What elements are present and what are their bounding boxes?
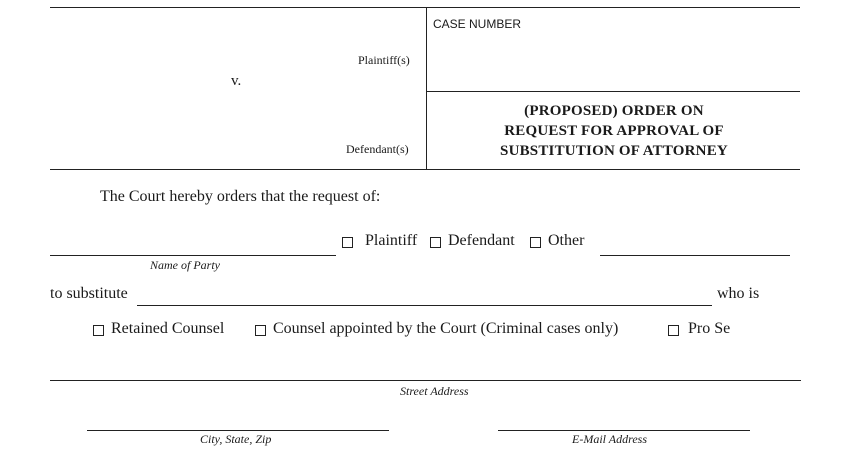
to-substitute-label: to substitute bbox=[50, 285, 128, 302]
retained-counsel-checkbox[interactable] bbox=[93, 325, 104, 336]
pro-se-label: Pro Se bbox=[688, 320, 731, 337]
case-number-label: CASE NUMBER bbox=[433, 17, 522, 31]
caption-top-rule bbox=[50, 7, 800, 8]
other-option-label: Other bbox=[548, 232, 585, 249]
court-appointed-label: Counsel appointed by the Court (Criminal cases only) bbox=[273, 320, 619, 337]
other-specify-field[interactable] bbox=[600, 255, 790, 256]
other-checkbox[interactable] bbox=[530, 237, 541, 248]
city-state-zip-field[interactable] bbox=[87, 430, 389, 431]
caption-bottom-rule bbox=[50, 169, 800, 170]
retained-counsel-label: Retained Counsel bbox=[111, 320, 225, 337]
title-line: SUBSTITUTION OF ATTORNEY bbox=[500, 143, 728, 159]
email-address-label: E-Mail Address bbox=[572, 432, 647, 446]
defendant-checkbox[interactable] bbox=[430, 237, 441, 248]
title-line: (PROPOSED) ORDER ON bbox=[524, 103, 704, 119]
street-address-field[interactable] bbox=[50, 380, 801, 381]
email-address-field[interactable] bbox=[498, 430, 750, 431]
street-address-label: Street Address bbox=[400, 384, 469, 398]
plaintiff-option-label: Plaintiff bbox=[365, 232, 418, 249]
pro-se-checkbox[interactable] bbox=[668, 325, 679, 336]
intro-text: The Court hereby orders that the request of: bbox=[100, 188, 381, 205]
substitute-attorney-field[interactable] bbox=[137, 305, 712, 306]
city-state-zip-label: City, State, Zip bbox=[200, 432, 272, 446]
versus-label: v. bbox=[231, 73, 242, 89]
case-number-rule bbox=[426, 91, 800, 92]
who-is-label: who is bbox=[717, 285, 760, 302]
case-number-field[interactable] bbox=[433, 34, 793, 84]
name-of-party-field[interactable] bbox=[50, 255, 336, 256]
caption-divider bbox=[426, 7, 427, 170]
title-line: REQUEST FOR APPROVAL OF bbox=[504, 123, 724, 139]
defendants-label: Defendant(s) bbox=[346, 142, 409, 156]
document-title bbox=[428, 101, 800, 161]
court-appointed-checkbox[interactable] bbox=[255, 325, 266, 336]
plaintiffs-label: Plaintiff(s) bbox=[358, 53, 410, 67]
plaintiff-checkbox[interactable] bbox=[342, 237, 353, 248]
defendant-option-label: Defendant bbox=[448, 232, 515, 249]
name-of-party-label: Name of Party bbox=[150, 258, 220, 272]
